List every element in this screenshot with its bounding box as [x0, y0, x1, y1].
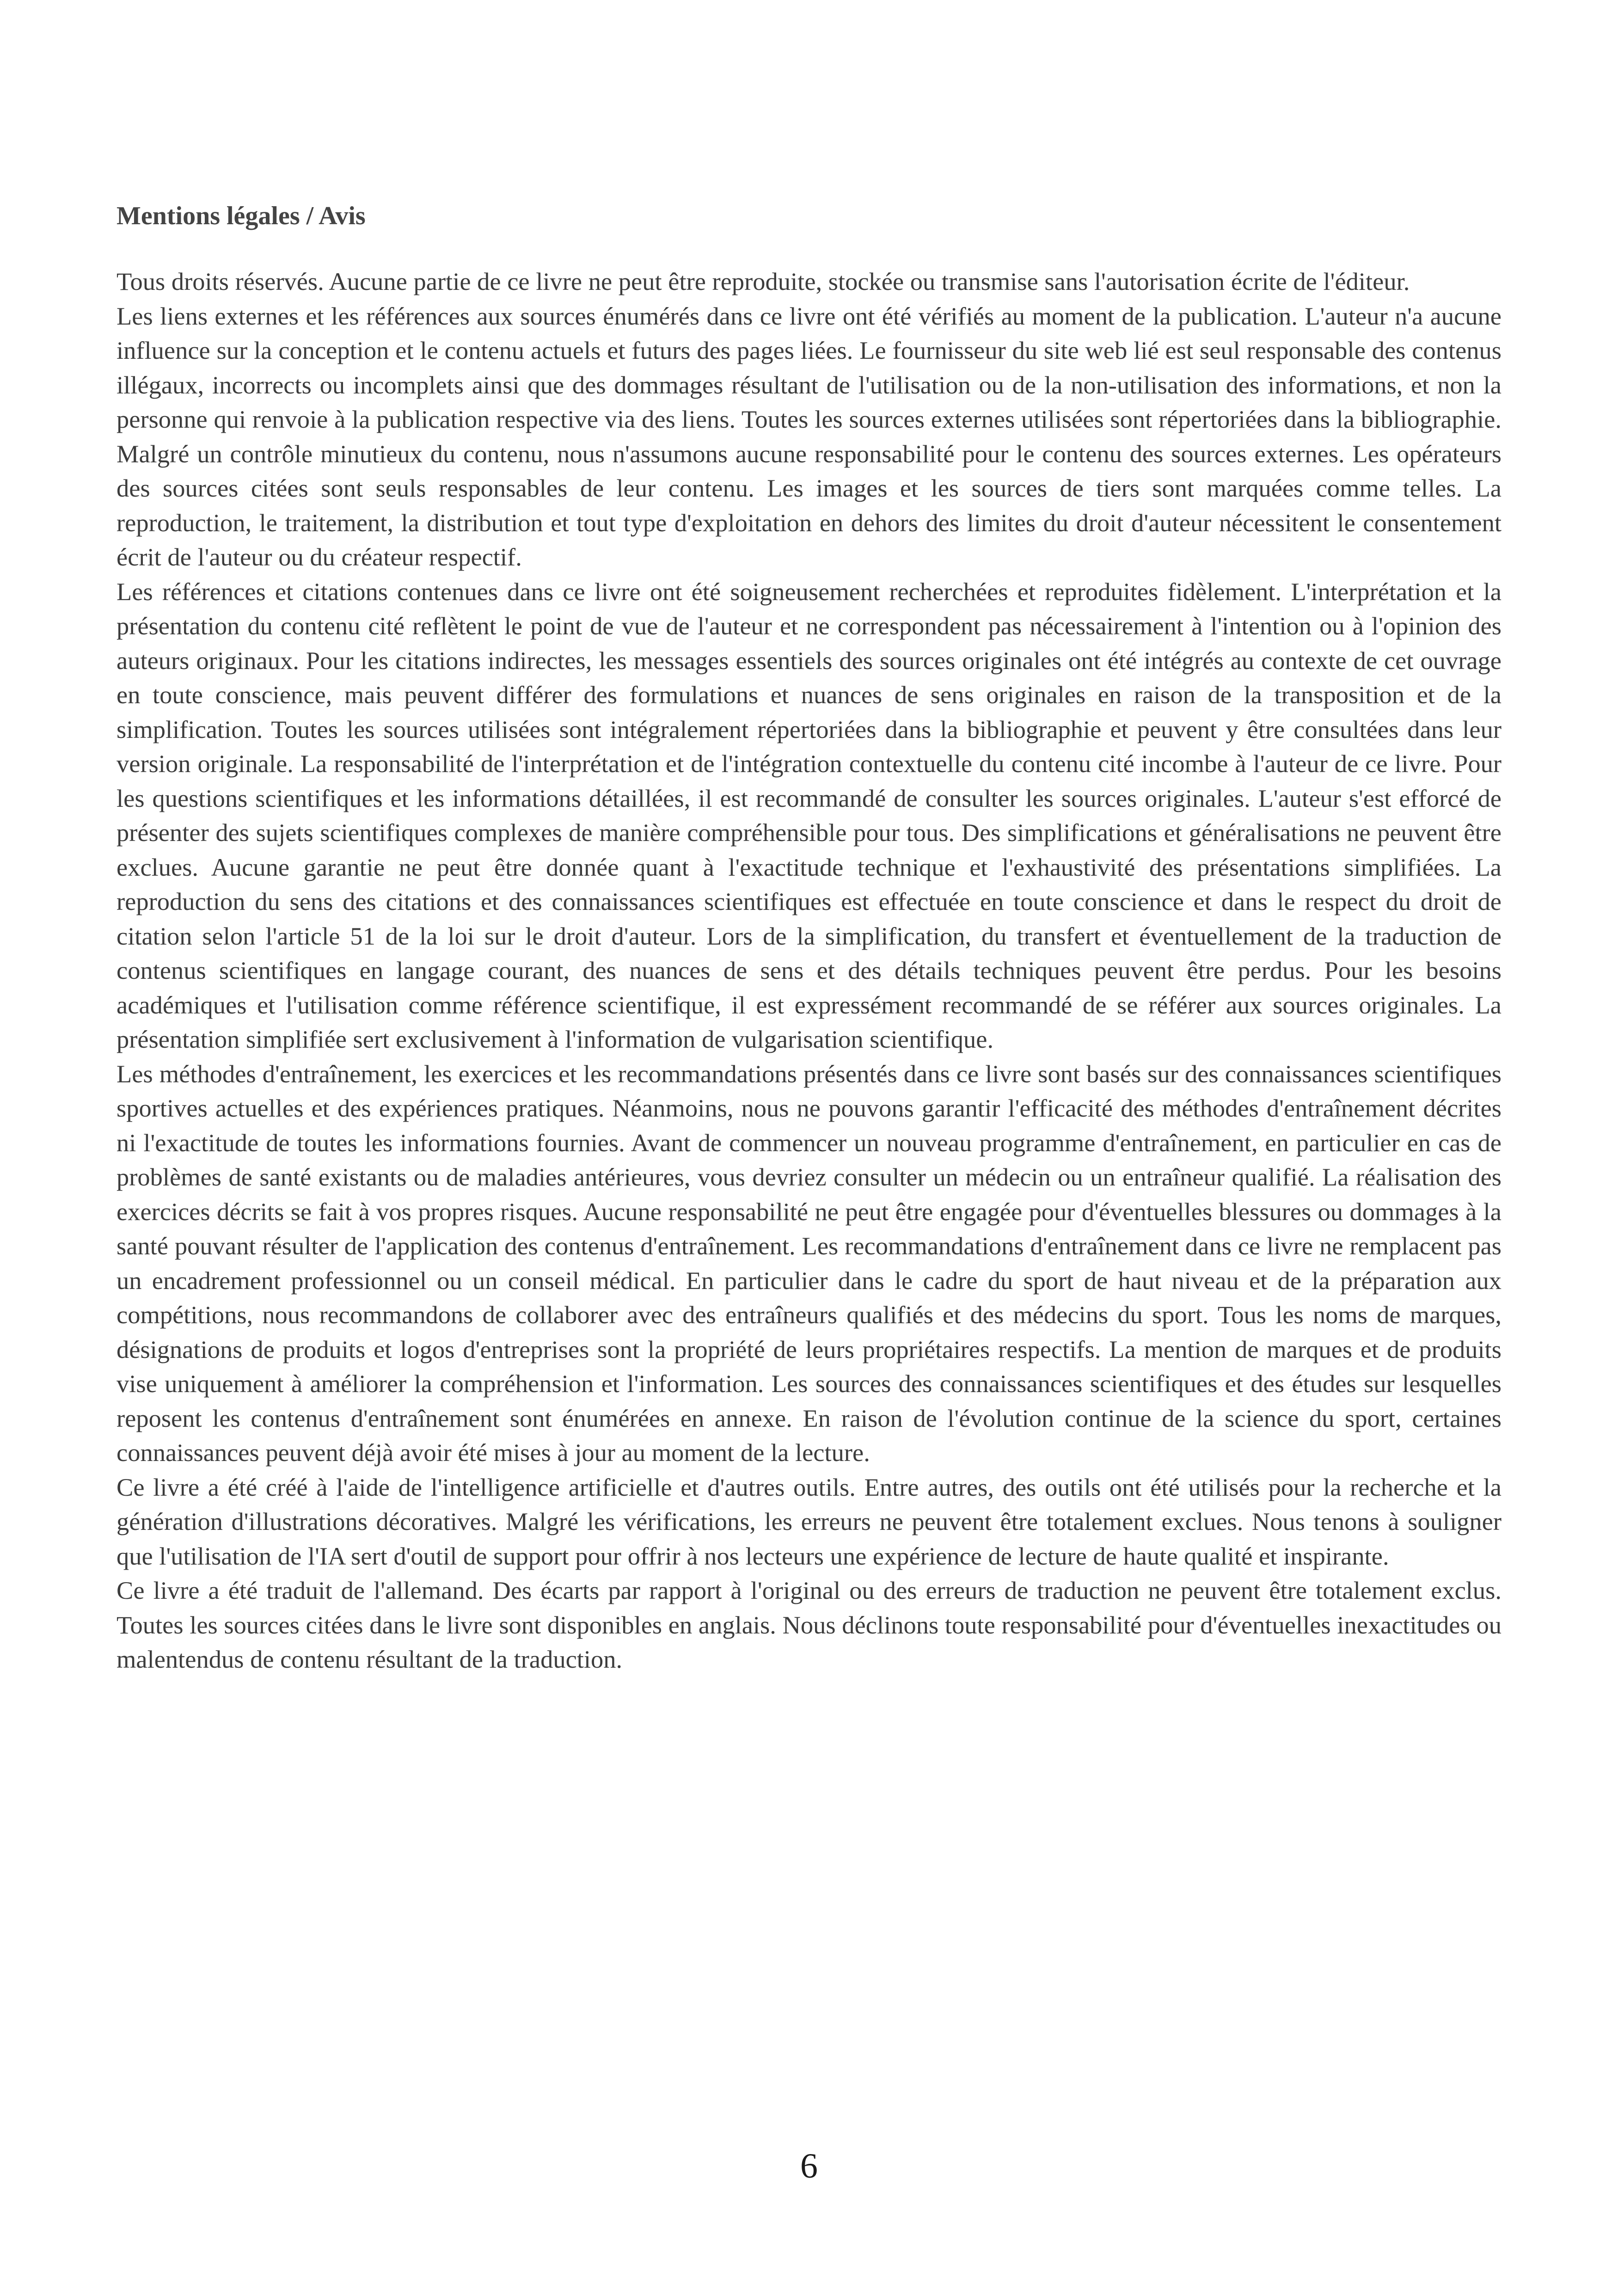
page-number: 6: [800, 2147, 818, 2185]
paragraph-training-disclaimer: Les méthodes d'entraînement, les exercices et les recommandations présentés dans ce livre sont basés sur des connaissances scientifiques sportives actuelles et des expériences pratiques. Néanmoins, nous ne pouvons garantir l'efficacité des méthodes d'entraînement décrites ni l'exactitude de toutes les informations fournies. Avant de commencer un nouveau programme d'entraînement, en particulier en cas de problèmes de santé existants ou de maladies antérieures, vous devriez consulter un médecin ou un entraîneur qualifié. La réalisation des exercices décrits se fait à vos propres risques. Aucune responsabilité ne peut être engagée pour d'éventuelles blessures ou dommages à la santé pouvant résulter de l'application des contenus d'entraînement. Les recommandations d'entraînement dans ce livre ne remplacent pas un encadrement professionnel ou un conseil médical. En particulier dans le cadre du sport de haut niveau et de la préparation aux compétitions, nous recommandons de collaborer avec des entraîneurs qualifiés et des médecins du sport. Tous les noms de marques, désignations de produits et logos d'entreprises sont la propriété de leurs propriétaires respectifs. La mention de marques et de produits vise uniquement à améliorer la compréhension et l'information. Les sources des connaissances scientifiques et des études sur lesquelles reposent les contenus d'entraînement sont énumérées en annexe. En raison de l'évolution continue de la science du sport, certaines connaissances peuvent déjà avoir été mises à jour au moment de la lecture.: [116, 1059, 1502, 1467]
paragraph-translation: Ce livre a été traduit de l'allemand. Des écarts par rapport à l'original ou des erreurs de traduction ne peuvent être totalement exclus. Toutes les sources citées dans le livre sont disponibles en anglais. Nous déclinons toute responsabilité pour d'éventuelles inexactitudes ou malentendus de contenu résultant de la traduction.: [116, 1576, 1502, 1673]
section-heading: Mentions légales / Avis: [116, 202, 366, 230]
paragraph-external-links: Les liens externes et les références aux sources énumérés dans ce livre ont été vérifiés au moment de la publication. L'auteur n'a aucune influence sur la conception et le contenu actuels et futurs des pages liées. Le fournisseur du site web lié est seul responsable des contenus illégaux, incorrects ou incomplets ainsi que des dommages résultant de l'utilisation ou de la non-utilisation des informations, et non la personne qui renvoie à la publication respective via des liens. Toutes les sources externes utilisées sont répertoriées dans la bibliographie. Malgré un contrôle minutieux du contenu, nous n'assumons aucune responsabilité pour le contenu des sources externes. Les opérateurs des sources citées sont seuls responsables de leur contenu. Les images et les sources de tiers sont marquées comme telles. La reproduction, le traitement, la distribution et tout type d'exploitation en dehors des limites du droit d'auteur nécessitent le consentement écrit de l'auteur ou du créateur respectif.: [116, 301, 1502, 571]
paragraph-rights: Tous droits réservés. Aucune partie de ce livre ne peut être reproduite, stockée ou transmise sans l'autorisation écrite de l'éditeur.: [116, 267, 1410, 295]
paragraph-citations: Les références et citations contenues dans ce livre ont été soigneusement recherchées et reproduites fidèlement. L'interprétation et la présentation du contenu cité reflètent le point de vue de l'auteur et ne correspondent pas nécessairement à l'intention ou à l'opinion des auteurs originaux. Pour les citations indirectes, les messages essentiels des sources originales ont été intégrés au contexte de cet ouvrage en toute conscience, mais peuvent différer des formulations et nuances de sens originales en raison de la transposition et de la simplification. Toutes les sources utilisées sont intégralement répertoriées dans la bibliographie et peuvent y être consultées dans leur version originale. La responsabilité de l'interprétation et de l'intégration contextuelle du contenu cité incombe à l'auteur de ce livre. Pour les questions scientifiques et les informations détaillées, il est recommandé de consulter les sources originales. L'auteur s'est efforcé de présenter des sujets scientifiques complexes de manière compréhensible pour tous. Des simplifications et généralisations ne peuvent être exclues. Aucune garantie ne peut être donnée quant à l'exactitude technique et l'exhaustivité des présentations simplifiées. La reproduction du sens des citations et des connaissances scientifiques est effectuée en toute conscience et dans le respect du droit de citation selon l'article 51 de la loi sur le droit d'auteur. Lors de la simplification, du transfert et éventuellement de la traduction de contenus scientifiques en langage courant, des nuances de sens et des détails techniques peuvent être perdus. Pour les besoins académiques et l'utilisation comme référence scientifique, il est expressément recommandé de se référer aux sources originales. La présentation simplifiée sert exclusivement à l'information de vulgarisation scientifique.: [116, 577, 1502, 1053]
paragraph-ai-usage: Ce livre a été créé à l'aide de l'intelligence artificielle et d'autres outils. Entre autres, des outils ont été utilisés pour la recherche et la génération d'illustrations décoratives. Malgré les vérifications, les erreurs ne peuvent être totalement exclues. Nous tenons à souligner que l'utilisation de l'IA sert d'outil de support pour offrir à nos lecteurs une expérience de lecture de haute qualité et inspirante.: [116, 1473, 1502, 1570]
legal-notice-section: [116, 200, 1502, 1677]
